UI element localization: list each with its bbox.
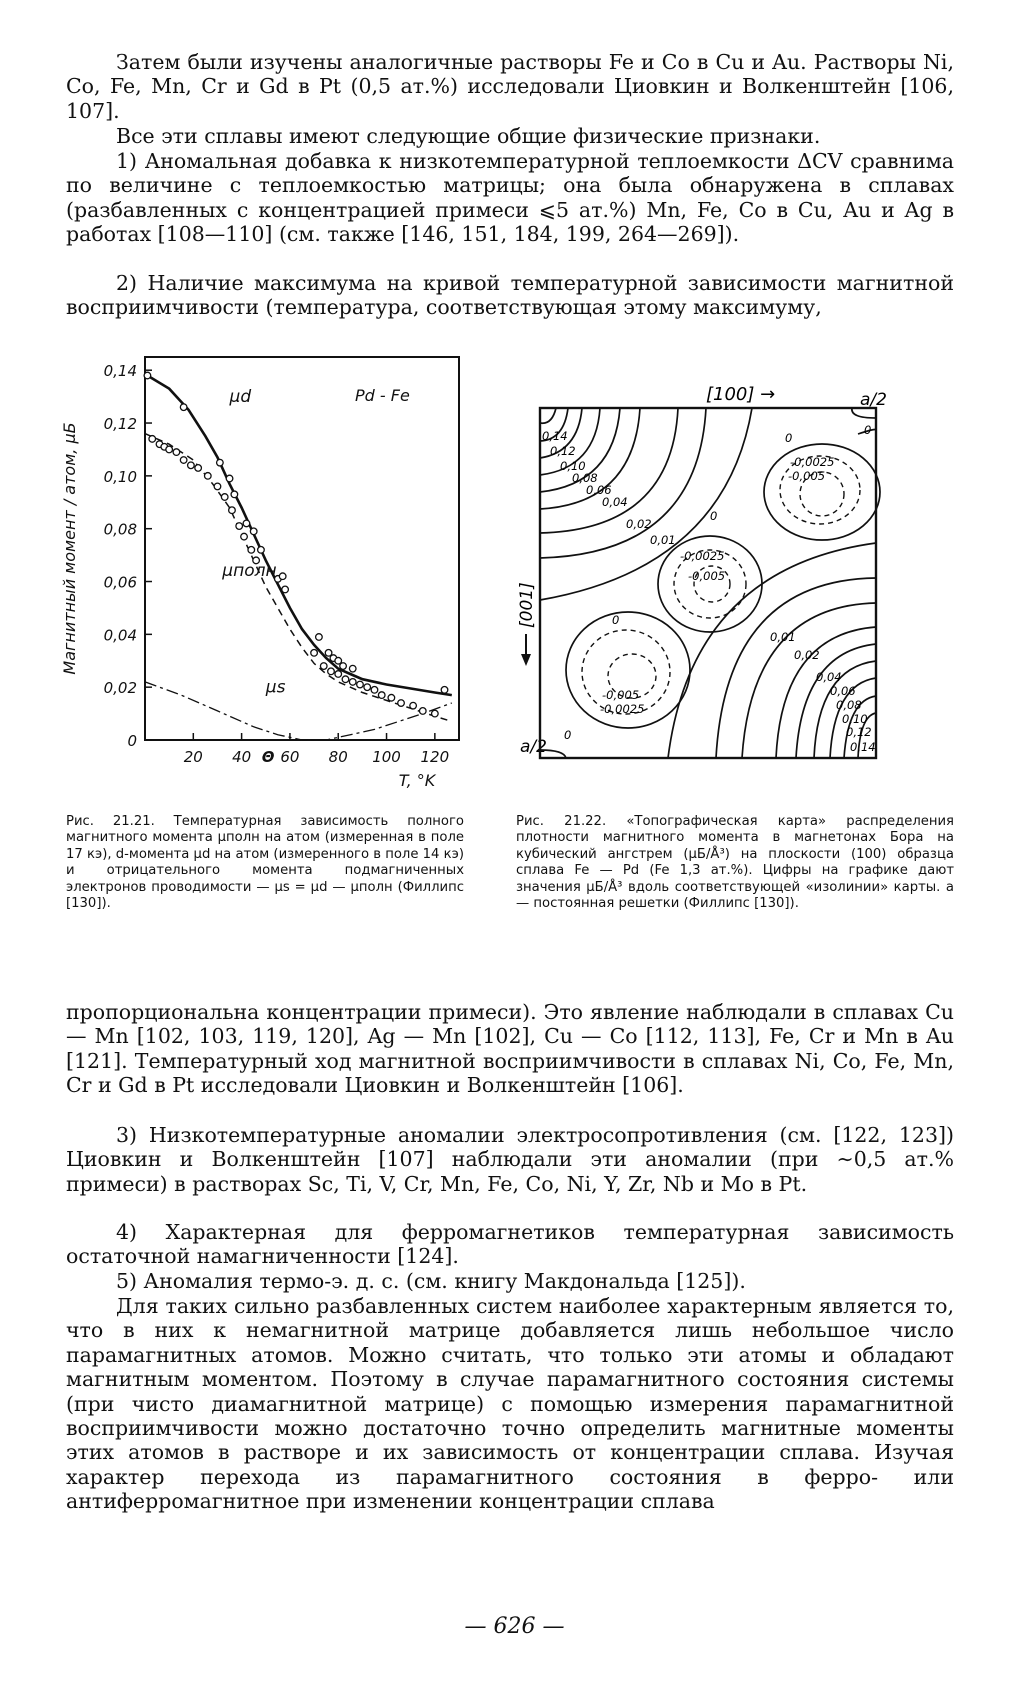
corner-label-top: a/2 — [860, 390, 887, 410]
contour-label: 0,08 — [836, 698, 862, 712]
paragraph-1: Затем были изучены аналогичные растворы Fe и Co в Cu и Au. Растворы Ni, Co, Fe, Mn, Cr и Gd в Pt (0,5 ат.%) исследовали Циовкин и Волкенштейн [106, 107]. — [66, 50, 954, 123]
data-point — [316, 634, 323, 641]
data-point — [226, 475, 233, 482]
chart-title: Pd - Fe — [355, 386, 410, 405]
data-point — [188, 462, 195, 469]
data-point — [410, 702, 417, 709]
contour-label: -0,005 — [788, 469, 826, 483]
data-point — [378, 692, 385, 699]
data-point — [371, 687, 378, 694]
y-axis-label: Магнитный момент / атом, μБ — [60, 422, 79, 675]
contour-label: -0,0025 — [790, 455, 835, 469]
paragraph-6: 3) Низкотемпературные аномалии электросопротивления (см. [122, 123]) Циовкин и Волкенштейн [107] наблюдали эти аномалии (при ∼0,5 ат.% примеси) в растворах Sc, Ti, V, Cr, Mn, Fe, Co, Ni, Y, Zr, Nb и Mo в Pt. — [66, 1123, 954, 1196]
contour-label: 0,10 — [842, 712, 868, 726]
y-tick-label: 0,06 — [103, 573, 137, 592]
data-point — [217, 459, 224, 466]
x-tick-label: 40 — [232, 748, 252, 766]
contour-label: 0 — [785, 431, 793, 445]
caption-figure-21-21: Рис. 21.21. Температурная зависимость полного магнитного момента μполн на атом (измеренная в поле 17 кэ), d-момента μd на атом (измеренного в поле 14 кэ) и отрицательного момента подмагниченных электронов проводимости — μs = μd — μполн (Филлипс [130]). — [66, 814, 464, 912]
y-tick-label: 0,10 — [103, 467, 137, 486]
data-point — [195, 465, 202, 472]
data-point — [250, 528, 257, 535]
data-point — [432, 710, 439, 717]
data-point — [349, 679, 356, 686]
paragraph-5: пропорциональна концентрации примеси). Это явление наблюдали в сплавах Cu — Mn [102, 103, 119, 120], Ag — Mn [102], Cu — Co [112, 113], Fe, Cr и Mn в Au [121]. Температурный ход магнитной восприимчивости в сплавах Ni, Co, Fe, Mn, Cr и Gd в Pt исследовали Циовкин и Волкенштейн [106]. — [66, 1000, 954, 1098]
contour-label: 0,06 — [830, 684, 856, 698]
data-point — [311, 650, 318, 657]
contour-label: 0,14 — [542, 429, 568, 443]
series-label-μполн: μполн — [222, 561, 277, 582]
data-point — [221, 494, 228, 501]
data-point — [180, 457, 187, 464]
data-point — [229, 507, 236, 514]
direction-001-arrowhead — [521, 654, 531, 666]
data-point — [248, 547, 255, 554]
data-point — [419, 708, 426, 715]
y-tick-label: 0,14 — [103, 362, 137, 381]
y-tick-label: 0,02 — [103, 679, 137, 698]
contour-label: 0,12 — [846, 725, 872, 739]
contour-label: -0,005 — [688, 569, 726, 583]
data-point — [342, 676, 349, 683]
data-point — [441, 687, 448, 694]
contour-label: 0,01 — [770, 630, 796, 644]
contour-label: -0,005 — [602, 688, 640, 702]
data-point — [180, 404, 187, 411]
data-point — [282, 586, 289, 593]
paragraph-3: 1) Аномальная добавка к низкотемпературной теплоемкости ΔCV сравнима по величине с теплоемкостью матрицы; она была обнаружена в сплавах (разбавленных с концентрацией примеси ⩽5 ат.%) Mn, Fe, Co в Cu, Au и Ag в работах [108—110] (см. также [146, 151, 184, 199, 264—269]). — [66, 149, 954, 247]
data-point — [258, 547, 265, 554]
contour-label: 0,08 — [572, 471, 598, 485]
contour-label: 0,01 — [650, 533, 676, 547]
contour-label: 0,02 — [626, 517, 652, 531]
data-point — [357, 681, 364, 688]
data-point — [205, 473, 212, 480]
contour-label: 0 — [710, 509, 718, 523]
series-line-μполн — [145, 434, 452, 722]
direction-001-label: [001] — [517, 582, 537, 628]
data-point — [349, 665, 356, 672]
series-label-μd: μd — [229, 386, 252, 407]
contour-label: 0 — [864, 423, 872, 437]
x-tick-label: 100 — [372, 748, 401, 766]
data-point — [231, 491, 238, 498]
contour-label: 0 — [564, 728, 572, 742]
data-point — [388, 694, 395, 701]
page-number: — 626 — — [464, 1614, 565, 1639]
contour-value-labels — [542, 423, 876, 754]
contour-label: 0,06 — [586, 483, 612, 497]
paragraph-9: Для таких сильно разбавленных систем наиболее характерным является то, что в них к немагнитной матрице добавляется лишь небольшое число парамагнитных атомов. Можно считать, что только эти атомы и обладают магнитным моментом. Поэтому в случае парамагнитного состояния системы (при чисто диамагнитной матрице) с помощью измерения парамагнитной восприимчивости можно достаточно точно определить магнитные моменты этих атомов в растворе и их зависимость от концентрации сплава. Изучая характер перехода из парамагнитного состояния в ферро- или антиферромагнитное при изменении концентрации сплава — [66, 1294, 954, 1514]
theta-marker: Θ — [261, 748, 275, 766]
data-point — [398, 700, 405, 707]
data-point — [243, 520, 250, 527]
paragraph-4: 2) Наличие максимума на кривой температурной зависимости магнитной восприимчивости (температура, соответствующая этому максимуму, — [66, 271, 954, 320]
paragraph-7: 4) Характерная для ферромагнетиков температурная зависимость остаточной намагниченности [124]. — [66, 1220, 954, 1269]
data-point — [279, 573, 286, 580]
corner-label-bottom: a/2 — [520, 737, 547, 757]
y-tick-label: 0,04 — [103, 626, 137, 645]
data-point — [364, 684, 371, 691]
data-point — [340, 663, 347, 670]
contour-label: 0 — [612, 613, 620, 627]
data-point — [328, 668, 335, 675]
contour-label: 0,12 — [550, 444, 576, 458]
series-label-μs: μs — [265, 677, 286, 698]
contour-label: 0,04 — [816, 670, 842, 684]
data-point — [173, 449, 180, 456]
y-tick-label: 0 — [127, 732, 137, 750]
contour-label: -0,0025 — [680, 549, 725, 563]
direction-100-label: [100] → — [706, 384, 776, 405]
data-point — [166, 446, 173, 453]
x-tick-label: 120 — [420, 748, 450, 766]
figure-21-21-chart — [55, 345, 515, 805]
data-point — [320, 663, 327, 670]
contour-label: -0,0025 — [600, 702, 645, 716]
data-point — [236, 523, 243, 530]
contour-label: 0,02 — [794, 648, 820, 662]
data-point — [149, 436, 156, 443]
series-line-μs — [145, 682, 452, 740]
contour-label: 0,14 — [850, 740, 876, 754]
figure-21-22-contour-map — [517, 378, 950, 810]
data-point — [335, 671, 342, 678]
x-tick-label: 60 — [280, 748, 300, 766]
paragraph-2: Все эти сплавы имеют следующие общие физические признаки. — [116, 124, 821, 148]
data-point — [214, 483, 221, 490]
y-tick-label: 0,08 — [103, 520, 137, 539]
data-point — [241, 533, 248, 540]
data-point — [144, 372, 151, 379]
x-axis-label: T, °K — [398, 771, 436, 790]
x-tick-label: 80 — [328, 748, 348, 766]
paragraph-8: 5) Аномалия термо-э. д. с. (см. книгу Макдональда [125]). — [116, 1269, 746, 1293]
x-tick-label: 20 — [183, 748, 203, 766]
series-line-μd — [147, 376, 451, 696]
y-tick-label: 0,12 — [103, 415, 137, 434]
contour-label: 0,10 — [560, 459, 586, 473]
contour-label: 0,04 — [602, 495, 628, 509]
caption-figure-21-22: Рис. 21.22. «Топографическая карта» распределения плотности магнитного момента в магнетонах Бора на кубический ангстрем (μБ/Å³) на плоскости (100) образца сплава Fe — Pd (Fe 1,3 ат.%). Цифры на графике дают значения μБ/Å³ вдоль соответствующей «изолинии» карты. a — постоянная решетки (Филлипс [130]). — [516, 814, 954, 912]
